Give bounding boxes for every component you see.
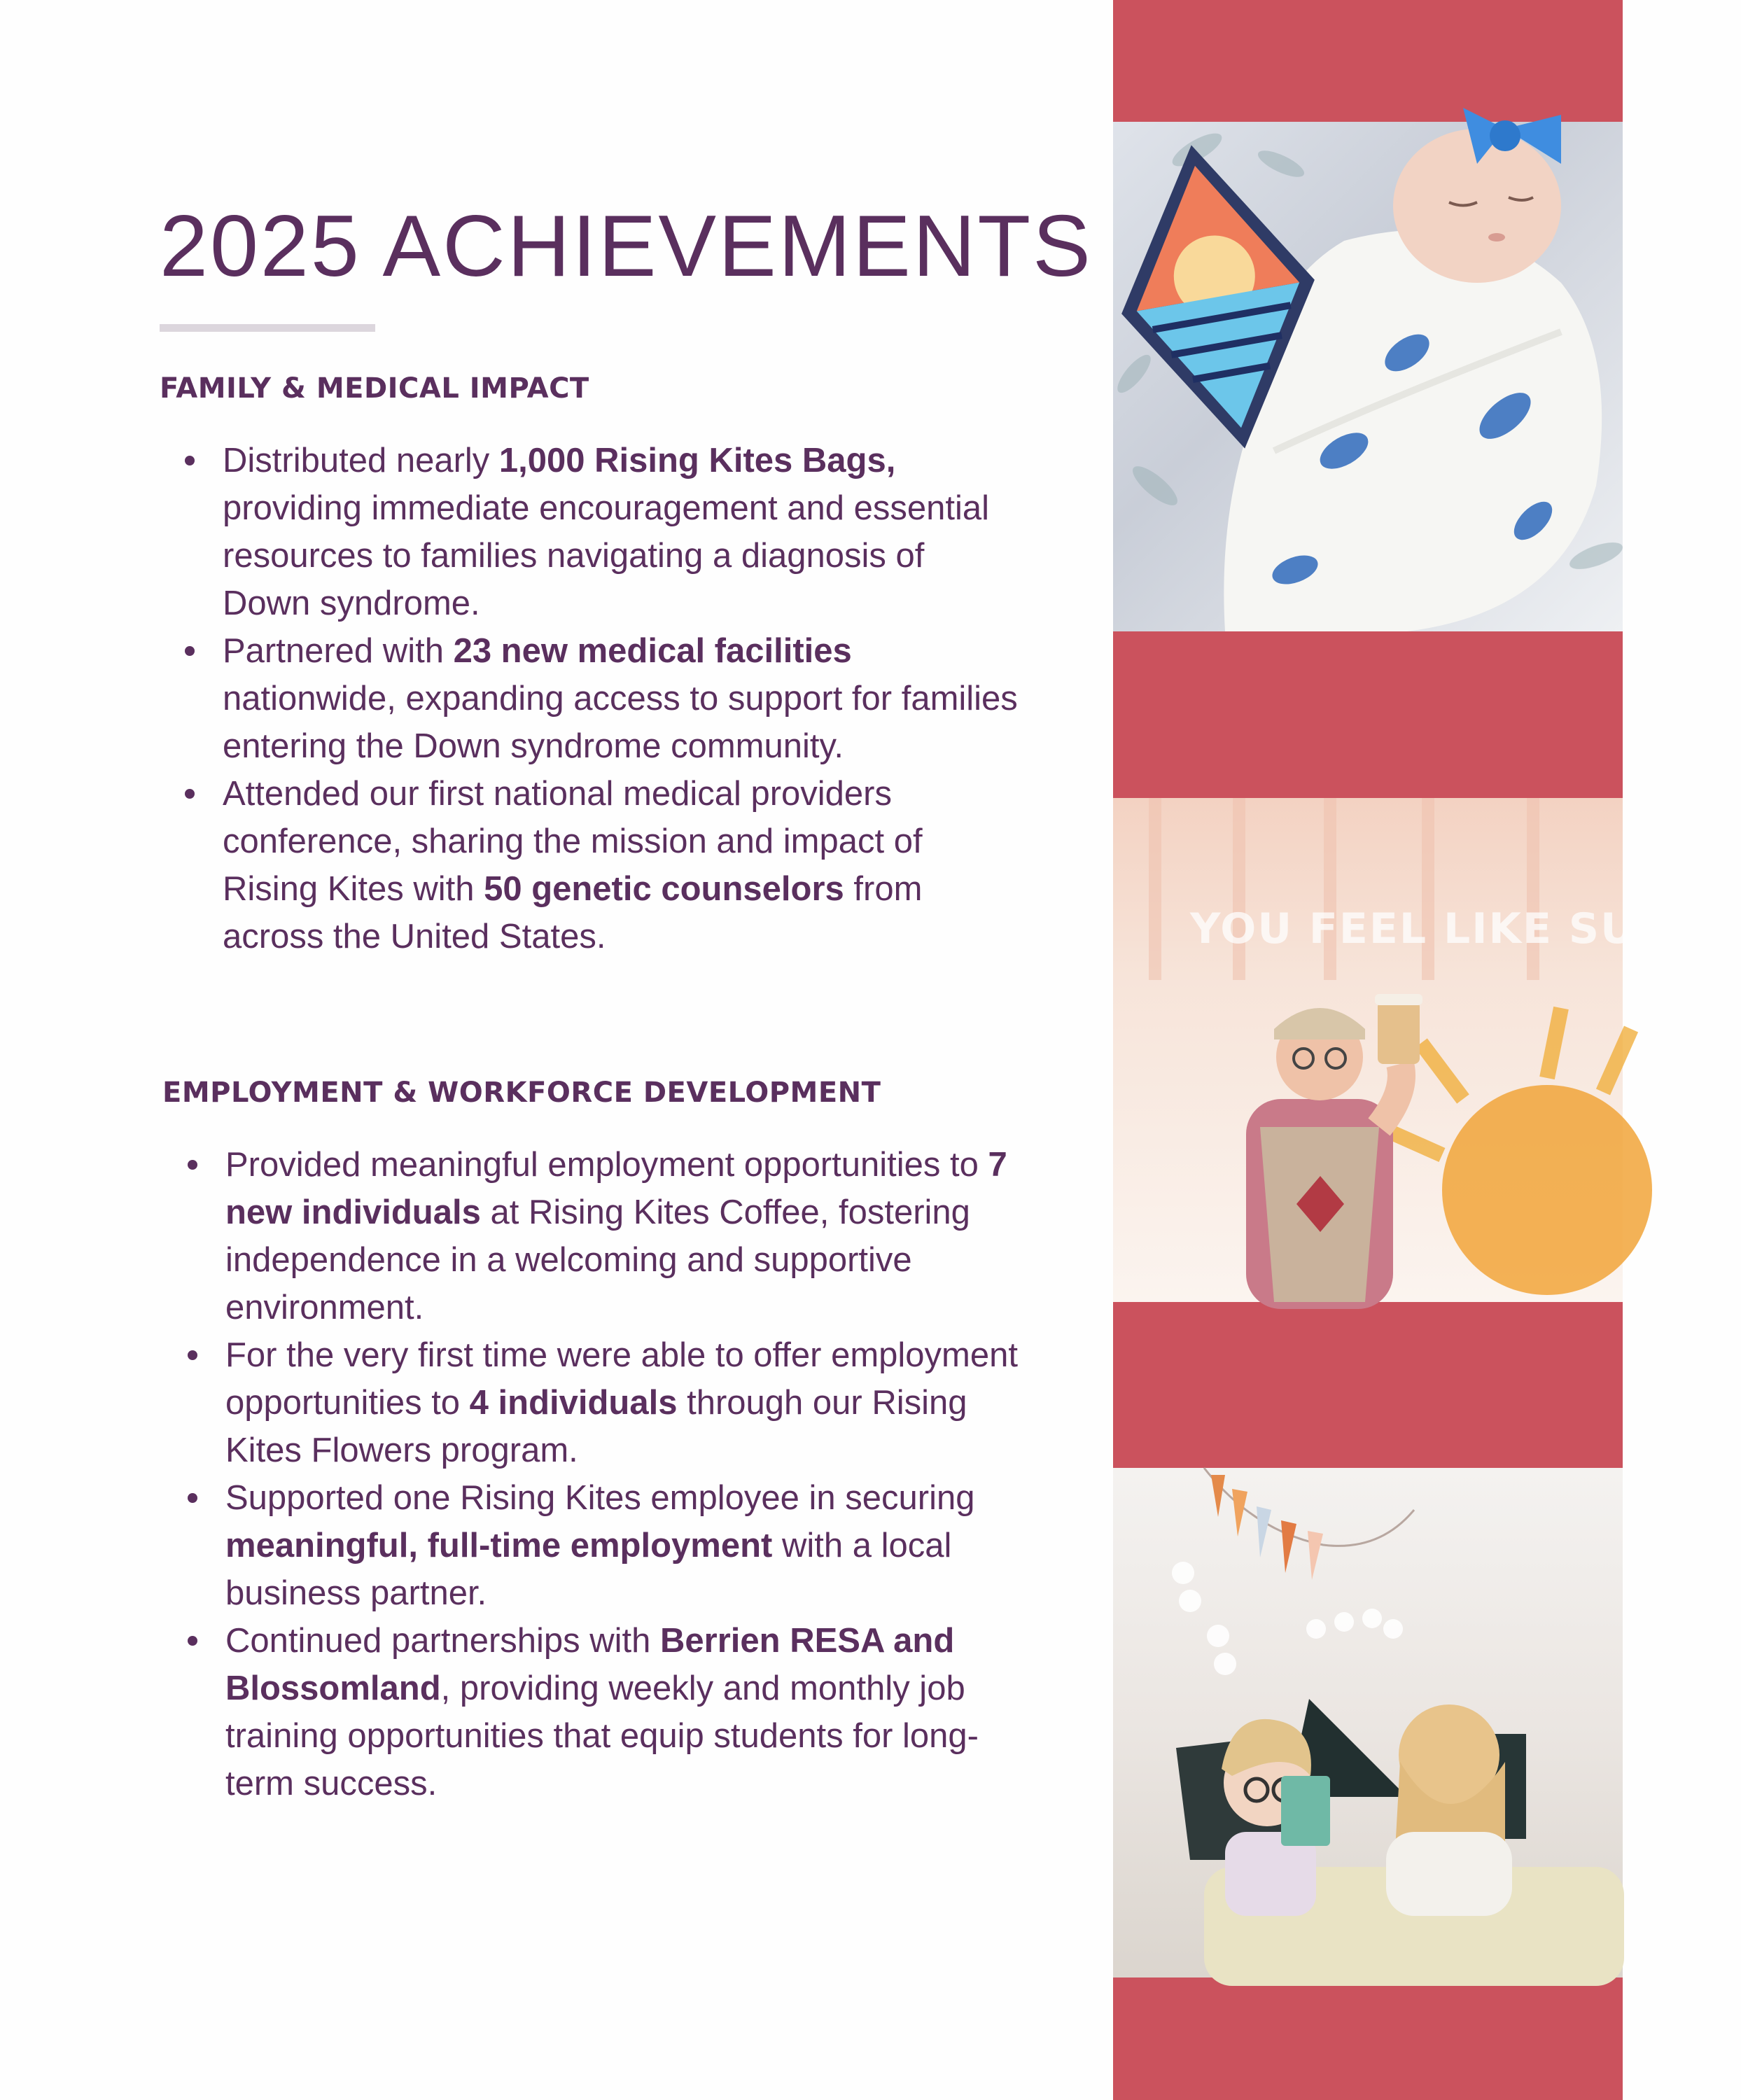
bullet-text: nationwide, expanding access to support for families entering the Down syndrome community.	[223, 680, 1018, 765]
bullet-text: For the very first time were able to offer employment opportunities to	[225, 1336, 1018, 1422]
bullet-highlight: 50 genetic counselors	[484, 870, 844, 908]
bullet-dot	[188, 1350, 197, 1360]
photo-newborn	[1113, 122, 1623, 631]
bullet-text: Distributed nearly	[223, 442, 499, 479]
photo-coffee-barista	[1113, 798, 1741, 1302]
bullet-item	[183, 1474, 1023, 1617]
bullet-dot	[185, 646, 195, 656]
bullet-highlight: meaningful, full-time employment	[225, 1527, 773, 1564]
wall-lettering: YOU FEEL LIKE SUNSH	[1190, 904, 1741, 953]
bullet-dot	[188, 1160, 197, 1170]
section-heading-family-medical: FAMILY & MEDICAL IMPACT	[160, 372, 589, 405]
bullet-dot	[185, 456, 195, 465]
bullet-text: Continued partnerships with	[225, 1622, 661, 1660]
title-underline	[160, 324, 375, 332]
bullet-highlight: 4 individuals	[469, 1384, 678, 1422]
bullet-dot	[185, 789, 195, 799]
bullet-item	[183, 1617, 1023, 1807]
bullet-text: providing immediate encouragement and essential resources to families navigating a diagnosis of Down syndrome.	[223, 489, 989, 622]
bullet-text: at Rising Kites Coffee, fostering independence in a welcoming and supportive environment.	[225, 1194, 970, 1326]
employment-list	[183, 1141, 1023, 1807]
bullet-text: through our Rising Kites Flowers program.	[225, 1384, 967, 1469]
bullet-text: Attended our first national medical providers conference, sharing the mission and impact of Rising Kites with	[223, 775, 923, 908]
bullet-text: Supported one Rising Kites employee in securing	[225, 1479, 975, 1517]
bullet-text: with a local business partner.	[225, 1527, 952, 1612]
bullet-dot	[188, 1636, 197, 1646]
bullet-item	[181, 770, 1021, 960]
bullet-highlight: Berrien RESA and Blossomland	[225, 1622, 955, 1707]
page-title: 2025 ACHIEVEMENTS	[160, 198, 1093, 295]
bullet-text: Provided meaningful employment opportunities to	[225, 1146, 988, 1184]
bullet-highlight: 23 new medical facilities	[453, 632, 852, 670]
bullet-item	[183, 1141, 1023, 1331]
bullet-item	[183, 1331, 1023, 1474]
bullet-text: , providing weekly and monthly job training opportunities that equip students for long-term success.	[225, 1670, 979, 1802]
bullet-text: from across the United States.	[223, 870, 923, 955]
bullet-text: Partnered with	[223, 632, 454, 670]
bullet-highlight: 7 new individuals	[225, 1146, 1007, 1231]
photo-children-playroom	[1113, 1468, 1623, 1977]
family-medical-list	[181, 437, 1021, 960]
section-heading-employment: EMPLOYMENT & WORKFORCE DEVELOPMENT	[162, 1077, 881, 1109]
bullet-highlight: 1,000 Rising Kites Bags,	[498, 442, 896, 479]
bullet-item	[181, 437, 1021, 627]
bullet-item	[181, 627, 1021, 770]
bullet-dot	[188, 1493, 197, 1503]
